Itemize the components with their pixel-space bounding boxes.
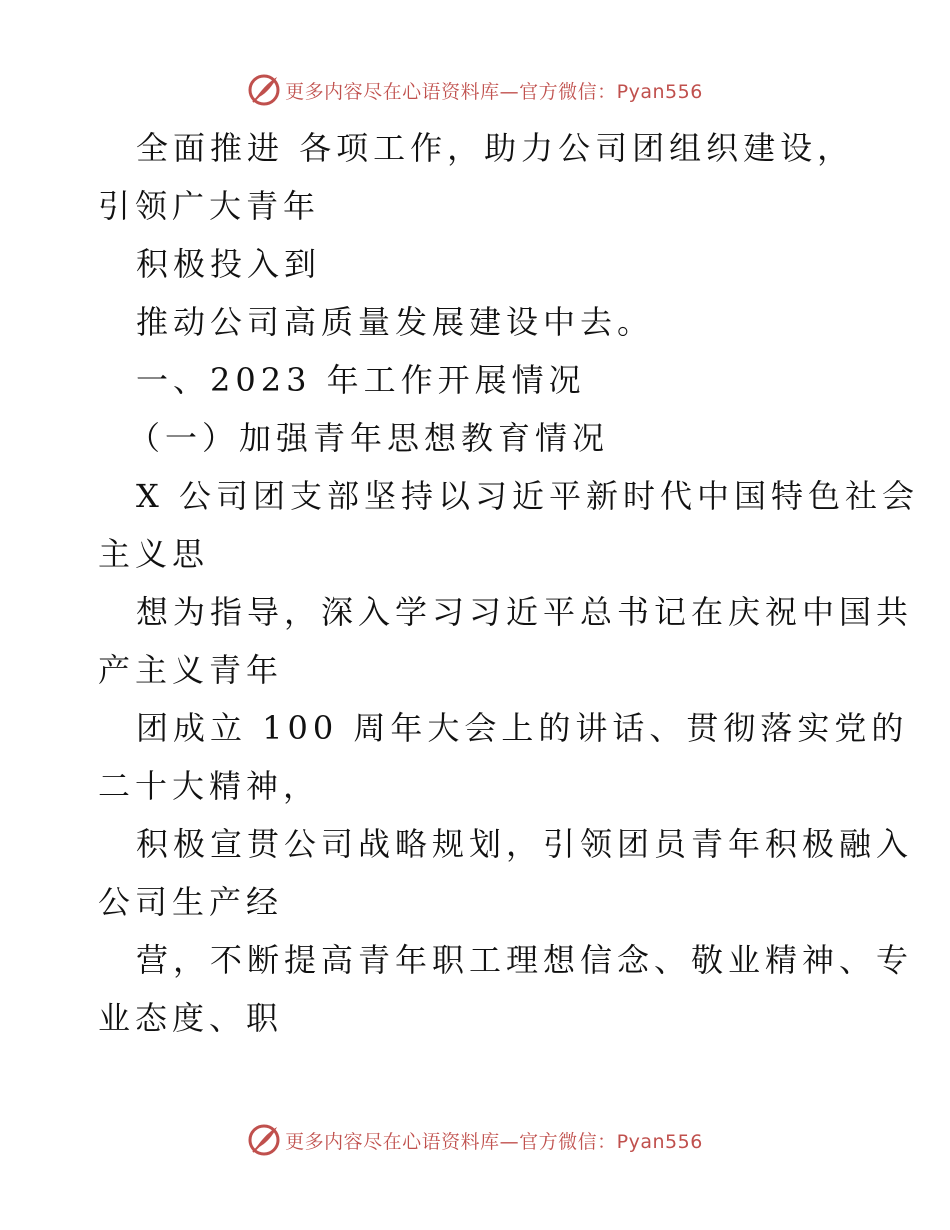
- paragraph-line: 积极投入到: [136, 245, 322, 283]
- paragraph-line: 业态度、职: [98, 999, 284, 1037]
- paragraph-line: 二十大精神，: [98, 767, 321, 805]
- feather-logo-icon: [247, 73, 281, 107]
- paragraph-line: 引领广大青年: [98, 187, 321, 225]
- section-heading: 一、2023 年工作开展情况: [136, 361, 586, 399]
- paragraph-line: 主义思: [98, 535, 210, 573]
- subsection-heading: （一）加强青年思想教育情况: [128, 419, 610, 457]
- watermark-text: 更多内容尽在心语资料库—官方微信：Pyan556: [285, 1130, 703, 1153]
- paragraph-line: 公司生产经: [98, 883, 284, 921]
- paragraph-line: 营，不断提高青年职工理想信念、敬业精神、专: [136, 941, 914, 979]
- paragraph-line: 积极宣贯公司战略规划，引领团员青年积极融入: [136, 825, 914, 863]
- footer-watermark: [0, 1120, 950, 1160]
- header-watermark: [0, 70, 950, 110]
- paragraph-line: 推动公司高质量发展建设中去。: [136, 303, 655, 341]
- watermark-text: 更多内容尽在心语资料库—官方微信：Pyan556: [285, 80, 703, 103]
- paragraph-line: 想为指导，深入学习习近平总书记在庆祝中国共: [136, 593, 914, 631]
- paragraph-line: 全面推进 各项工作，助力公司团组织建设，: [136, 129, 855, 167]
- paragraph-line: 产主义青年: [98, 651, 284, 689]
- paragraph-line: X 公司团支部坚持以习近平新时代中国特色社会: [136, 477, 919, 515]
- paragraph-line: 团成立 100 周年大会上的讲话、贯彻落实党的: [136, 709, 909, 747]
- feather-logo-icon: [247, 1123, 281, 1157]
